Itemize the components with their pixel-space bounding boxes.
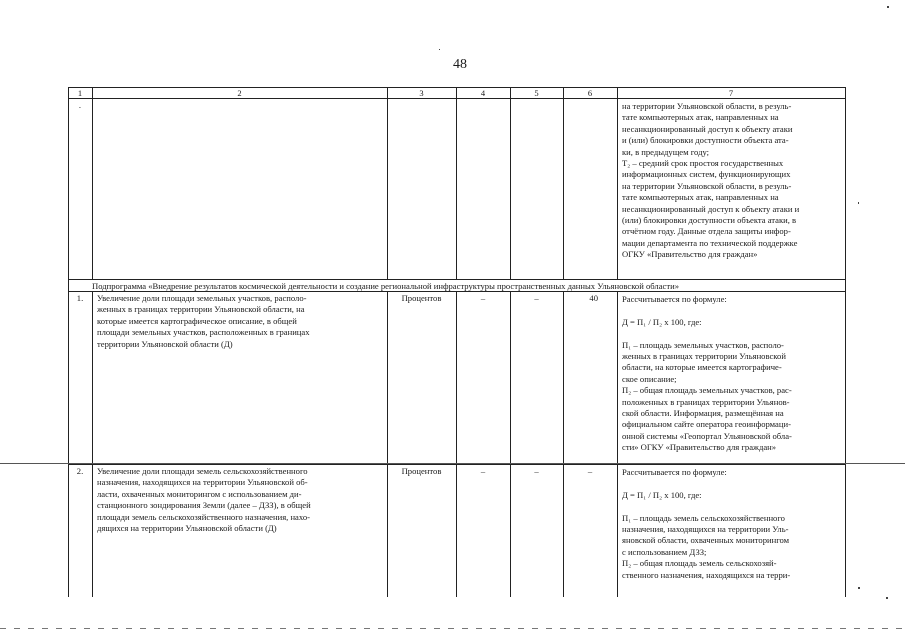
header-col-7: 7	[728, 88, 734, 98]
table-left-border	[68, 87, 69, 597]
row1-col4: –	[480, 293, 486, 303]
col-divider-6a	[617, 87, 618, 279]
row1-col5: –	[534, 293, 539, 303]
scan-speck	[858, 202, 859, 204]
header-col-1: 1	[77, 88, 83, 98]
continued-row-bottom-border	[68, 279, 845, 280]
scan-speck	[858, 587, 860, 589]
subprogram-title: Подпрограмма «Внедрение результатов космической деятельности и создание региональной инфраструктуры пространственных данных Ульяновской области»	[92, 281, 680, 291]
row2-col5: –	[534, 466, 539, 476]
scan-speck	[886, 597, 888, 599]
col-divider-2b	[387, 291, 388, 597]
col-divider-5a	[563, 87, 564, 279]
header-col-2: 2	[237, 88, 242, 98]
row2-number: 2.	[76, 466, 84, 476]
header-col-3: 3	[419, 88, 424, 98]
row2-col6: –	[587, 466, 593, 476]
row2-calculation-method: Рассчитывается по формуле: Д = П₁ / П₂ x 100, где: П₁ – площадь земель сельскохозяйственного назначения, находящихся на территории Уль- яновской области, охваченных мониторингом с использованием ДЗЗ; П₂ – общая площадь земель сельскохозяй- ственного назначения, находящихся на терри-	[622, 467, 791, 580]
row2-unit: Процентов	[401, 466, 442, 476]
col-divider-4b	[510, 291, 511, 597]
header-col-4: 4	[480, 88, 486, 98]
table-right-border	[845, 87, 846, 597]
col-divider-2a	[387, 87, 388, 279]
scan-edge-noise	[0, 628, 905, 629]
col-divider-1b	[92, 291, 93, 597]
col-divider-5b	[563, 291, 564, 597]
scan-speck	[887, 6, 889, 8]
row2-col4: –	[480, 466, 486, 476]
row1-calculation-method: Рассчитывается по формуле: Д = П₁ / П₂ x 100, где: П₁ – площадь земельных участков, располо- женных в границах территории Ульяновской области, на которые имеется картографиче- ское описание; П₂ – общая площадь земельных участков, рас- положенных в границах территории Ульянов- ской области. Информация, размещённая на официальном сайте оператора геоинформаци- онной системы «Геопортал Ульяновской обла- сти» ОГКУ «Правительство для граждан»	[622, 294, 792, 453]
col-divider-3a	[456, 87, 457, 279]
col-divider-4a	[510, 87, 511, 279]
row1-col6: 40	[589, 293, 598, 303]
continued-row-number: .	[78, 100, 82, 110]
col-divider-1a	[92, 87, 93, 279]
page-number: 48	[453, 57, 467, 72]
header-col-5: 5	[534, 88, 539, 98]
continued-row-method-text: на территории Ульяновской области, в резуль- тате компьютерных атак, направленных на несанкционированный доступ к объекту атаки и (или) блокировки доступности объекта ата- ки, в предыдущем году; T₂ – средний срок простоя государственных информационных систем, функционирующих на территории Ульяновской области, в резуль- тате компьютерных атак, направленных на несанкционированный доступ к объекту атаки и (или) блокировки доступности объекта атаки, в отчётном году. Данные отдела защиты инфор- мации департамента по технической поддержке ОГКУ «Правительство для граждан»	[622, 101, 800, 260]
header-col-6: 6	[587, 88, 593, 98]
row1-number: 1.	[76, 293, 84, 303]
row1-indicator-name: Увеличение доли площади земельных участков, располо- женных в границах территории Ульяновской области, на которые имеется картографическое описание, в общей площади земельных участков, расположенных в границах территории Ульяновской области (Д)	[97, 293, 310, 349]
scan-speck	[439, 49, 440, 50]
col-divider-6b	[617, 291, 618, 597]
col-divider-3b	[456, 291, 457, 597]
row1-unit: Процентов	[401, 293, 442, 303]
scan-fold-line	[0, 463, 905, 464]
row2-indicator-name: Увеличение доли площади земель сельскохозяйственного назначения, находящихся на территории Ульяновской об- ласти, охваченных мониторингом с использованием ди- станционного зондирования Земли (далее – ДЗЗ), в общей площади земель сельскохозяйственного назначения, нахо- дящихся на территории Ульяновской области (Д)	[97, 466, 311, 534]
